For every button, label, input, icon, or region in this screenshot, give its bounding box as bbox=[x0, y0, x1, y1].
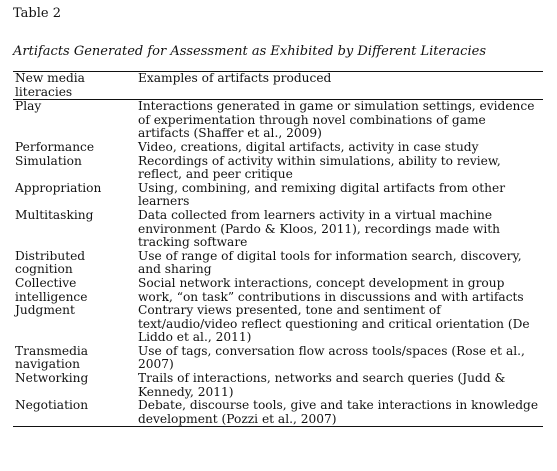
literacy-cell: Collective intelligence bbox=[15, 275, 88, 304]
examples-cell: Contrary views presented, tone and sentiment of text/audio/video reflect questioning and critical orientation (De Liddo et al., 2011) bbox=[138, 303, 530, 345]
literacy-cell: Simulation bbox=[15, 153, 82, 168]
examples-cell: Using, combining, and remixing digital artifacts from other learners bbox=[138, 180, 506, 209]
table-header-row bbox=[13, 72, 543, 100]
table-row bbox=[13, 304, 543, 345]
literacy-cell: Negotiation bbox=[13, 399, 136, 427]
examples-cell: Interactions generated in game or simulation settings, evidence of experimentation through novel combinations of game artifacts (Shaffer et al., 2009) bbox=[138, 99, 535, 141]
column-header-examples: Examples of artifacts produced bbox=[136, 72, 543, 100]
table-row bbox=[13, 141, 543, 155]
literacy-cell: Appropriation bbox=[15, 180, 102, 195]
examples-cell: Video, creations, digital artifacts, activity in case study bbox=[138, 139, 479, 154]
table-row bbox=[13, 277, 543, 304]
examples-cell: Trails of interactions, networks and search queries (Judd & Kennedy, 2011) bbox=[138, 371, 506, 399]
examples-cell: Data collected from learners activity in a virtual machine environment (Pardo & Kloos, 2011), recordings made with tracking software bbox=[138, 207, 500, 250]
table-row bbox=[13, 155, 543, 182]
table-row bbox=[13, 399, 543, 427]
examples-cell: Use of range of digital tools for information search, discovery, and sharing bbox=[138, 248, 522, 277]
examples-cell: Debate, discourse tools, give and take interactions in knowledge development (Pozzi et al., 2007) bbox=[136, 399, 543, 427]
table-row bbox=[13, 209, 543, 250]
literacy-cell: Distributed cognition bbox=[15, 248, 86, 277]
literacy-cell: Transmedia navigation bbox=[15, 343, 89, 372]
document bbox=[13, 6, 543, 427]
table-number: Table 2 bbox=[13, 6, 61, 21]
table-row bbox=[13, 372, 543, 399]
literacy-cell: Play bbox=[15, 99, 42, 114]
table-row bbox=[13, 100, 543, 141]
column-header-literacy: New media literacies bbox=[13, 72, 136, 100]
examples-cell: Recordings of activity within simulations, ability to review, reflect, and peer critique bbox=[138, 153, 501, 182]
literacies-table bbox=[13, 71, 543, 427]
table-row bbox=[13, 345, 543, 372]
examples-cell: Use of tags, conversation flow across tools/spaces (Rose et al., 2007) bbox=[138, 343, 525, 372]
literacy-cell: Multitasking bbox=[15, 207, 94, 222]
literacy-cell: Performance bbox=[15, 139, 95, 154]
literacy-cell: Judgment bbox=[15, 303, 75, 318]
examples-cell: Social network interactions, concept development in group work, “on task” contributions in discussions and with artifacts bbox=[138, 275, 524, 304]
table-row bbox=[13, 250, 543, 277]
table-caption: Artifacts Generated for Assessment as Exhibited by Different Literacies bbox=[13, 44, 486, 59]
literacy-cell: Networking bbox=[15, 371, 89, 386]
table-row bbox=[13, 182, 543, 209]
